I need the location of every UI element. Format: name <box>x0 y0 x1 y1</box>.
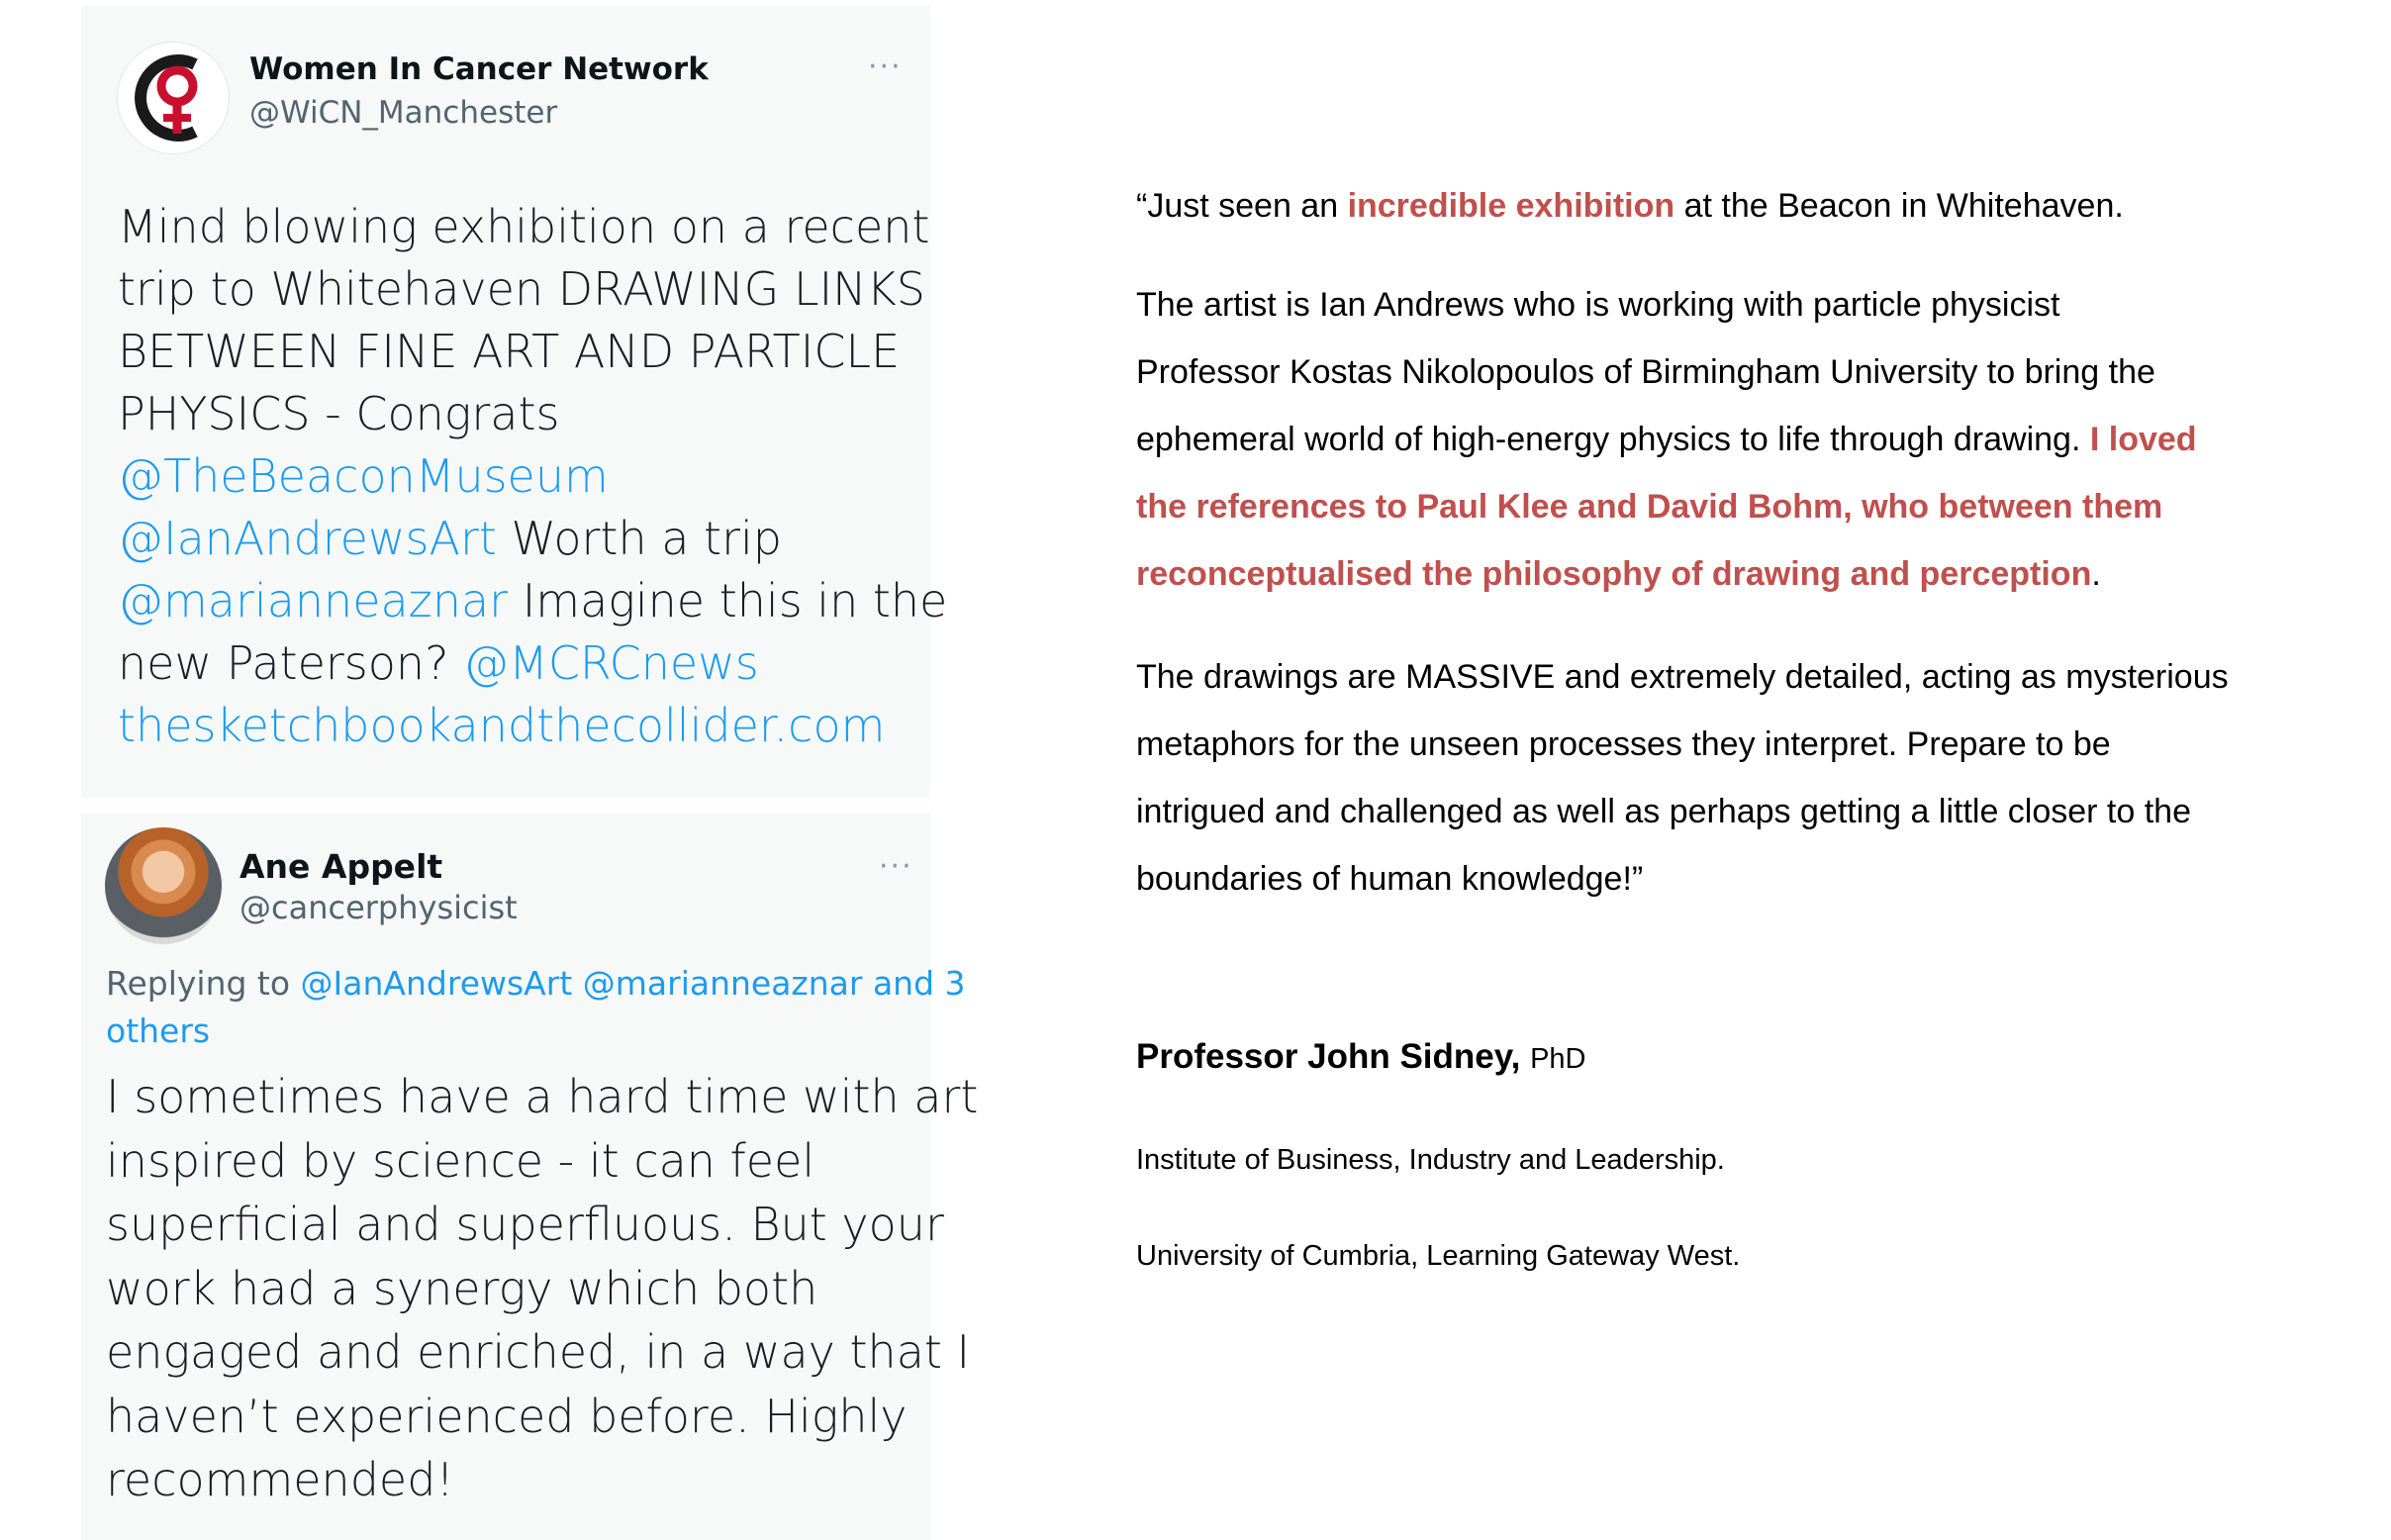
text-segment: Professor Kostas Nikolopoulos of Birmingham University to bring the <box>1136 353 2155 391</box>
highlight-text: reconceptualised the philosophy of drawing and perception <box>1136 555 2092 593</box>
tweet-body <box>106 1065 979 1512</box>
text-segment: ephemeral world of high-energy physics to life through drawing. <box>1136 421 2090 458</box>
wicn-logo-icon <box>118 43 229 153</box>
text-segment: haven’t experienced before. Highly <box>106 1389 908 1443</box>
text-line <box>106 1008 917 1055</box>
text-segment: new Paterson? <box>118 636 464 690</box>
tweet-card-ane-appelt[interactable] <box>81 814 979 1540</box>
author-name[interactable]: Women In Cancer Network <box>249 51 709 87</box>
link[interactable]: others <box>106 1011 211 1050</box>
link[interactable]: thesketchbookandthecollider.com <box>118 699 886 752</box>
text-segment: The artist is Ian Andrews who is working with particle physicist <box>1136 286 2060 324</box>
text-line <box>106 960 966 1008</box>
text-line <box>118 445 909 508</box>
text-segment: . <box>2091 555 2101 593</box>
text-line <box>1136 540 2343 608</box>
link[interactable]: @marianneaznar <box>118 574 509 627</box>
link[interactable]: @IanAndrewsArt @marianneaznar and 3 <box>300 964 966 1003</box>
signature-university: University of Cumbria, Learning Gateway West. <box>1136 1240 1741 1272</box>
text-line <box>118 258 925 321</box>
text-line <box>1136 643 2343 711</box>
text-segment: recommended! <box>106 1453 454 1506</box>
text-segment: I sometimes have a hard time with art <box>106 1070 979 1123</box>
text-line <box>118 196 930 258</box>
more-options-icon[interactable]: ··· <box>868 49 903 84</box>
text-line <box>106 1193 944 1257</box>
text-segment: superficial and superfluous. But your <box>106 1198 944 1251</box>
text-line <box>106 1320 971 1385</box>
quote-paragraph <box>1136 271 2343 608</box>
text-segment: The drawings are MASSIVE and extremely detailed, acting as mysterious <box>1136 658 2229 696</box>
ane-appelt-avatar[interactable] <box>105 827 222 944</box>
text-line <box>106 1385 917 1449</box>
text-segment: BETWEEN FINE ART AND PARTICLE <box>118 325 901 378</box>
highlight-text: incredible exhibition <box>1347 187 1675 225</box>
more-options-icon[interactable]: ··· <box>879 849 913 884</box>
tweet-body <box>118 196 948 757</box>
text-segment: trip to Whitehaven DRAWING LINKS <box>118 262 925 316</box>
text-segment: Imagine this in the <box>508 574 948 627</box>
text-line <box>1136 271 2343 338</box>
text-line <box>1136 406 2343 473</box>
text-segment: Worth a trip <box>496 512 782 565</box>
signature-name-line <box>1136 1037 1586 1077</box>
text-segment: intrigued and challenged as well as perhaps getting a little closer to the <box>1136 793 2192 830</box>
highlight-text: I loved <box>2089 421 2197 458</box>
tweet-card-wicn[interactable] <box>81 6 948 798</box>
text-segment: PHYSICS - Congrats <box>118 387 560 440</box>
author-name[interactable]: Ane Appelt <box>239 847 443 886</box>
signature-institute: Institute of Business, Industry and Leadership. <box>1136 1144 1725 1176</box>
text-segment: inspired by science - it can feel <box>106 1133 815 1188</box>
text-segment: engaged and enriched, in a way that I <box>106 1325 971 1379</box>
author-handle[interactable]: @cancerphysicist <box>239 889 518 926</box>
quote-paragraph <box>1136 643 2343 913</box>
text-line <box>1136 711 2343 778</box>
link[interactable]: @IanAndrewsArt <box>118 512 497 565</box>
text-line <box>1136 473 2343 540</box>
endorsement-quote <box>1136 176 2343 913</box>
link[interactable]: @TheBeaconMuseum <box>118 449 609 503</box>
text-line <box>1136 845 2343 913</box>
signature-name: Professor John Sidney, <box>1136 1037 1521 1076</box>
text-line <box>118 632 909 695</box>
text-line <box>106 1448 917 1512</box>
text-segment: Mind blowing exhibition on a recent <box>118 200 930 253</box>
text-line <box>106 1065 979 1129</box>
text-segment: “Just seen an <box>1136 187 1348 225</box>
text-line <box>1136 176 2343 236</box>
signature-degree: PhD <box>1530 1043 1586 1075</box>
author-handle[interactable]: @WiCN_Manchester <box>249 95 558 131</box>
text-segment: Replying to <box>106 964 301 1003</box>
text-line <box>118 383 909 445</box>
text-line <box>1136 778 2343 845</box>
replying-to-line <box>106 960 966 1055</box>
text-segment: at the Beacon in Whitehaven. <box>1674 187 2124 225</box>
text-segment: boundaries of human knowledge!” <box>1136 860 1644 898</box>
text-segment: work had a synergy which both <box>106 1261 818 1315</box>
text-line <box>118 508 909 570</box>
text-line <box>106 1129 917 1194</box>
text-line <box>118 321 909 383</box>
text-segment: metaphors for the unseen processes they interpret. Prepare to be <box>1136 725 2111 763</box>
text-line <box>106 1257 917 1321</box>
highlight-text: the references to Paul Klee and David Bohm, who between them <box>1136 488 2163 526</box>
quote-paragraph <box>1136 176 2343 236</box>
text-line <box>118 695 909 757</box>
text-line <box>118 570 948 632</box>
wicn-logo-avatar[interactable] <box>117 42 230 154</box>
link[interactable]: @MCRCnews <box>463 636 759 690</box>
text-line <box>1136 338 2343 406</box>
